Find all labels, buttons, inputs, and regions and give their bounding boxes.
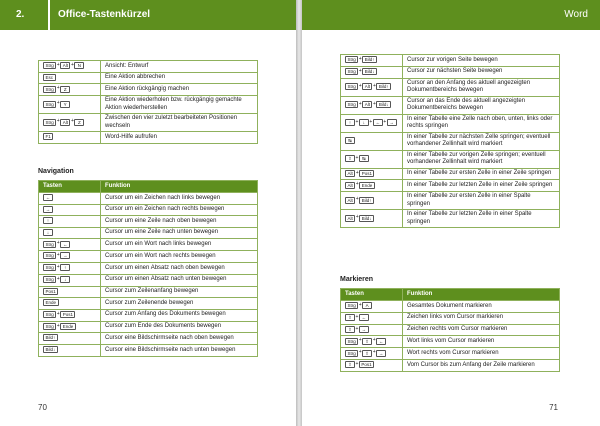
keycap: ⇧ [345, 155, 355, 162]
keycap: → [43, 206, 53, 213]
keycap: Esc [43, 74, 56, 81]
shortcut-keys [341, 66, 403, 78]
keycap: Bild↓ [362, 68, 377, 75]
keycap: ⇧ [345, 361, 355, 368]
keycap: ↹ [345, 137, 355, 144]
keycap: Bild↑ [43, 334, 58, 341]
keycap: Strg [43, 311, 56, 318]
keycap: Bild↓ [43, 346, 58, 353]
chapter-title: Office-Tastenkürzel [58, 9, 151, 20]
keycap: Bild↓ [376, 101, 391, 108]
shortcut-keys [39, 333, 101, 345]
keycap: Pos1 [359, 361, 374, 368]
table-row [39, 251, 258, 263]
table-row [39, 114, 258, 132]
shortcut-description: Cursor um einen Absatz nach oben bewegen [101, 262, 258, 274]
keycap: A [362, 302, 372, 309]
keycap: Strg [43, 119, 56, 126]
shortcut-keys [39, 193, 101, 205]
shortcut-description: Word-Hilfe aufrufen [101, 132, 258, 144]
keycap: ↓ [359, 119, 369, 126]
keycap: ← [373, 119, 383, 126]
keycap: Strg [43, 323, 56, 330]
table-row [39, 216, 258, 228]
keycap: Alt [60, 119, 70, 126]
keycap: ⇧ [345, 326, 355, 333]
shortcut-keys [39, 114, 101, 132]
keycap: Alt [345, 170, 355, 177]
table-row [39, 309, 258, 321]
shortcut-description: Cursor um eine Zeile nach oben bewegen [101, 216, 258, 228]
shortcut-description: Cursor zur nächsten Seite bewegen [403, 66, 560, 78]
plus-sign: + [383, 118, 387, 125]
table-row [341, 114, 560, 132]
left-page [0, 0, 296, 426]
table-row [341, 301, 560, 313]
shortcut-description: Wort rechts vom Cursor markieren [403, 348, 560, 360]
plus-sign: + [355, 196, 359, 203]
keycap: ↓ [60, 276, 70, 283]
table-row [341, 312, 560, 324]
plus-sign: + [56, 252, 60, 259]
keycap: Strg [345, 101, 358, 108]
shortcut-keys [39, 72, 101, 84]
table-row [39, 333, 258, 345]
keycap: Bild↑ [362, 56, 377, 63]
navigation-table [38, 180, 258, 357]
plus-sign: + [358, 82, 362, 89]
plus-sign: + [355, 181, 359, 188]
keycap: Strg [43, 252, 56, 259]
shortcut-description: In einer Tabelle zur letzten Zelle in einer Spalte springen [403, 210, 560, 228]
table-row [341, 210, 560, 228]
column-header-function: Funktion [101, 181, 258, 193]
keycap: Strg [43, 276, 56, 283]
plus-sign: + [56, 100, 60, 107]
plus-sign: + [358, 67, 362, 74]
shortcut-description: Cursor zum Ende des Dokuments bewegen [101, 321, 258, 333]
keycap: ← [376, 338, 386, 345]
keycap: ← [60, 241, 70, 248]
shortcut-description: Cursor an den Anfang des aktuell angezeigten Dokumentbereichs bewegen [403, 78, 560, 96]
table-row [39, 227, 258, 239]
shortcut-description: Cursor zum Anfang des Dokuments bewegen [101, 309, 258, 321]
plus-sign: + [358, 302, 362, 308]
plus-sign: + [56, 118, 60, 125]
keycap: ⇧ [362, 350, 372, 357]
table-row [341, 360, 560, 372]
shortcut-description: Cursor zum Zeilenende bewegen [101, 298, 258, 310]
keycap: ↑ [345, 119, 355, 126]
keycap: ↓ [43, 229, 53, 236]
keycap: Strg [43, 241, 56, 248]
shortcut-description: Eine Aktion rückgängig machen [101, 84, 258, 96]
shortcut-description: Ansicht: Entwurf [101, 61, 258, 73]
plus-sign: + [369, 118, 373, 125]
keycap: ← [43, 194, 53, 201]
shortcut-description: Cursor eine Bildschirmseite nach oben bewegen [101, 333, 258, 345]
shortcut-description: In einer Tabelle eine Zelle nach oben, unten, links oder rechts springen [403, 114, 560, 132]
shortcut-keys [341, 192, 403, 210]
keycap: ⇧ [362, 338, 372, 345]
shortcut-keys [39, 132, 101, 144]
shortcut-keys [39, 274, 101, 286]
shortcut-keys [341, 210, 403, 228]
table-row [39, 345, 258, 357]
shortcut-keys [39, 286, 101, 298]
keycap: N [74, 62, 84, 69]
shortcut-keys [39, 61, 101, 73]
shortcut-keys [341, 360, 403, 372]
keycap: Pos1 [359, 170, 374, 177]
keycap: Y [60, 101, 70, 108]
shortcut-keys [39, 204, 101, 216]
plus-sign: + [56, 310, 60, 317]
table-row [39, 193, 258, 205]
plus-sign: + [355, 313, 359, 320]
shortcut-keys [341, 78, 403, 96]
page-number-left: 70 [38, 403, 47, 412]
shortcut-keys [341, 312, 403, 324]
plus-sign: + [372, 100, 376, 107]
plus-sign: + [372, 82, 376, 89]
shortcut-keys [39, 227, 101, 239]
shortcut-keys [341, 55, 403, 67]
plus-sign: + [56, 62, 60, 68]
shortcut-description: Cursor zur vorigen Seite bewegen [403, 55, 560, 67]
table-header-row [341, 289, 560, 301]
keycap: Alt [345, 215, 355, 222]
keycap: → [359, 326, 369, 333]
section-header [302, 0, 600, 30]
markieren-table [340, 288, 560, 372]
markieren-heading: Markieren [340, 276, 374, 283]
shortcut-description: In einer Tabelle zur letzten Zelle in einer Zeile springen [403, 180, 560, 192]
shortcut-keys [341, 348, 403, 360]
keycap: Strg [43, 86, 56, 93]
shortcut-description: Zeichen links vom Cursor markieren [403, 312, 560, 324]
keycap: Z [60, 86, 70, 93]
table-row [341, 348, 560, 360]
right-page [302, 0, 600, 426]
keycap: Strg [43, 62, 56, 69]
shortcut-keys [341, 336, 403, 348]
keycap: ⇧ [345, 314, 355, 321]
table-row [341, 336, 560, 348]
keycap: F1 [43, 133, 53, 140]
shortcut-keys [39, 251, 101, 263]
keycap: Alt [362, 101, 372, 108]
table-row [39, 262, 258, 274]
plus-sign: + [56, 85, 60, 92]
table-row [341, 150, 560, 168]
plus-sign: + [70, 62, 74, 68]
plus-sign: + [355, 361, 359, 368]
shortcut-table-general [38, 60, 258, 144]
keycap: Ende [359, 182, 375, 189]
shortcut-description: Cursor um ein Wort nach links bewegen [101, 239, 258, 251]
table-row [341, 180, 560, 192]
plus-sign: + [355, 214, 359, 221]
table-row [341, 66, 560, 78]
keycap: Strg [43, 264, 56, 271]
table-row [39, 239, 258, 251]
keycap: Pos1 [60, 311, 75, 318]
keycap: → [60, 252, 70, 259]
shortcut-table-word [340, 54, 560, 228]
keycap: → [376, 350, 386, 357]
shortcut-keys [341, 96, 403, 114]
plus-sign: + [56, 322, 60, 329]
shortcut-keys [341, 132, 403, 150]
chapter-number: 2. [16, 9, 25, 20]
shortcut-keys [39, 345, 101, 357]
plus-sign: + [358, 337, 362, 344]
column-header-keys: Tasten [341, 289, 403, 301]
shortcut-description: Eine Aktion abbrechen [101, 72, 258, 84]
keycap: ← [359, 314, 369, 321]
table-row [39, 84, 258, 96]
keycap: Ende [60, 323, 76, 330]
shortcut-keys [341, 168, 403, 180]
shortcut-description: Wort links vom Cursor markieren [403, 336, 560, 348]
section-title: Word [564, 9, 588, 20]
header-divider [48, 0, 50, 30]
shortcut-keys [39, 239, 101, 251]
shortcut-keys [39, 262, 101, 274]
shortcut-description: In einer Tabelle zur nächsten Zelle springen; eventuell vorhandener Zellinhalt wird markiert [403, 132, 560, 150]
keycap: Alt [60, 62, 70, 69]
keycap: Alt [345, 182, 355, 189]
keycap: Strg [345, 83, 358, 90]
shortcut-description: Cursor um ein Zeichen nach rechts bewegen [101, 204, 258, 216]
keycap: Strg [345, 302, 358, 309]
plus-sign: + [355, 118, 359, 125]
plus-sign: + [56, 275, 60, 282]
keycap: Bild↑ [376, 83, 391, 90]
table-row [341, 55, 560, 67]
plus-sign: + [56, 240, 60, 247]
table-row [39, 132, 258, 144]
table-row [341, 192, 560, 210]
keycap: Strg [345, 56, 358, 63]
table-row [39, 96, 258, 114]
shortcut-keys [39, 216, 101, 228]
plus-sign: + [355, 169, 359, 176]
shortcut-keys [39, 321, 101, 333]
keycap: Strg [345, 350, 358, 357]
keycap: Strg [345, 338, 358, 345]
table-row [39, 204, 258, 216]
plus-sign: + [358, 349, 362, 356]
shortcut-keys [39, 298, 101, 310]
table-row [341, 168, 560, 180]
chapter-header [0, 0, 296, 30]
plus-sign: + [372, 349, 376, 356]
shortcut-description: Cursor um ein Wort nach rechts bewegen [101, 251, 258, 263]
shortcut-description: In einer Tabelle zur ersten Zelle in einer Zeile springen [403, 168, 560, 180]
plus-sign: + [355, 154, 359, 161]
keycap: Strg [43, 101, 56, 108]
shortcut-description: Zwischen den vier zuletzt bearbeiteten Positionen wechseln [101, 114, 258, 132]
page-number-right: 71 [549, 403, 558, 412]
keycap: Alt [362, 83, 372, 90]
keycap: ↹ [359, 155, 369, 162]
shortcut-description: In einer Tabelle zur ersten Zelle in einer Spalte springen [403, 192, 560, 210]
shortcut-keys [341, 324, 403, 336]
shortcut-keys [341, 180, 403, 192]
column-header-keys: Tasten [39, 181, 101, 193]
shortcut-keys [39, 84, 101, 96]
shortcut-description: Cursor um einen Absatz nach unten bewegen [101, 274, 258, 286]
shortcut-description: Cursor um ein Zeichen nach links bewegen [101, 193, 258, 205]
table-row [39, 72, 258, 84]
table-row [39, 286, 258, 298]
table-row [341, 96, 560, 114]
plus-sign: + [70, 118, 74, 125]
shortcut-keys [39, 96, 101, 114]
shortcut-description: Cursor an das Ende des aktuell angezeigten Dokumentbereichs bewegen [403, 96, 560, 114]
column-header-function: Funktion [403, 289, 560, 301]
table-row [39, 274, 258, 286]
table-row [39, 321, 258, 333]
plus-sign: + [56, 263, 60, 270]
shortcut-description: Eine Aktion wiederholen bzw. rückgängig gemachte Aktion wiederherstellen [101, 96, 258, 114]
keycap: Bild↑ [359, 197, 374, 204]
table-row [39, 61, 258, 73]
shortcut-description: Vom Cursor bis zum Anfang der Zeile markieren [403, 360, 560, 372]
shortcut-keys [341, 301, 403, 313]
table-header-row [39, 181, 258, 193]
shortcut-description: Gesamtes Dokument markieren [403, 301, 560, 313]
plus-sign: + [372, 337, 376, 344]
keycap: ↑ [43, 217, 53, 224]
table-row [341, 324, 560, 336]
keycap: Pos1 [43, 288, 58, 295]
keycap: Bild↓ [359, 215, 374, 222]
shortcut-keys [341, 114, 403, 132]
plus-sign: + [358, 56, 362, 62]
shortcut-description: Cursor eine Bildschirmseite nach unten bewegen [101, 345, 258, 357]
keycap: Strg [345, 68, 358, 75]
keycap: Alt [345, 197, 355, 204]
table-row [39, 298, 258, 310]
table-row [341, 78, 560, 96]
shortcut-description: Cursor zum Zeilenanfang bewegen [101, 286, 258, 298]
shortcut-description: Zeichen rechts vom Cursor markieren [403, 324, 560, 336]
plus-sign: + [355, 325, 359, 332]
shortcut-description: Cursor um eine Zeile nach unten bewegen [101, 227, 258, 239]
shortcut-description: In einer Tabelle zur vorigen Zelle springen; eventuell vorhandener Zellinhalt wird markiert [403, 150, 560, 168]
table-row [341, 132, 560, 150]
navigation-heading: Navigation [38, 168, 74, 175]
shortcut-keys [341, 150, 403, 168]
keycap: Ende [43, 299, 59, 306]
keycap: Z [74, 119, 84, 126]
shortcut-keys [39, 309, 101, 321]
keycap: ↑ [60, 264, 70, 271]
plus-sign: + [358, 100, 362, 107]
keycap: → [387, 119, 397, 126]
